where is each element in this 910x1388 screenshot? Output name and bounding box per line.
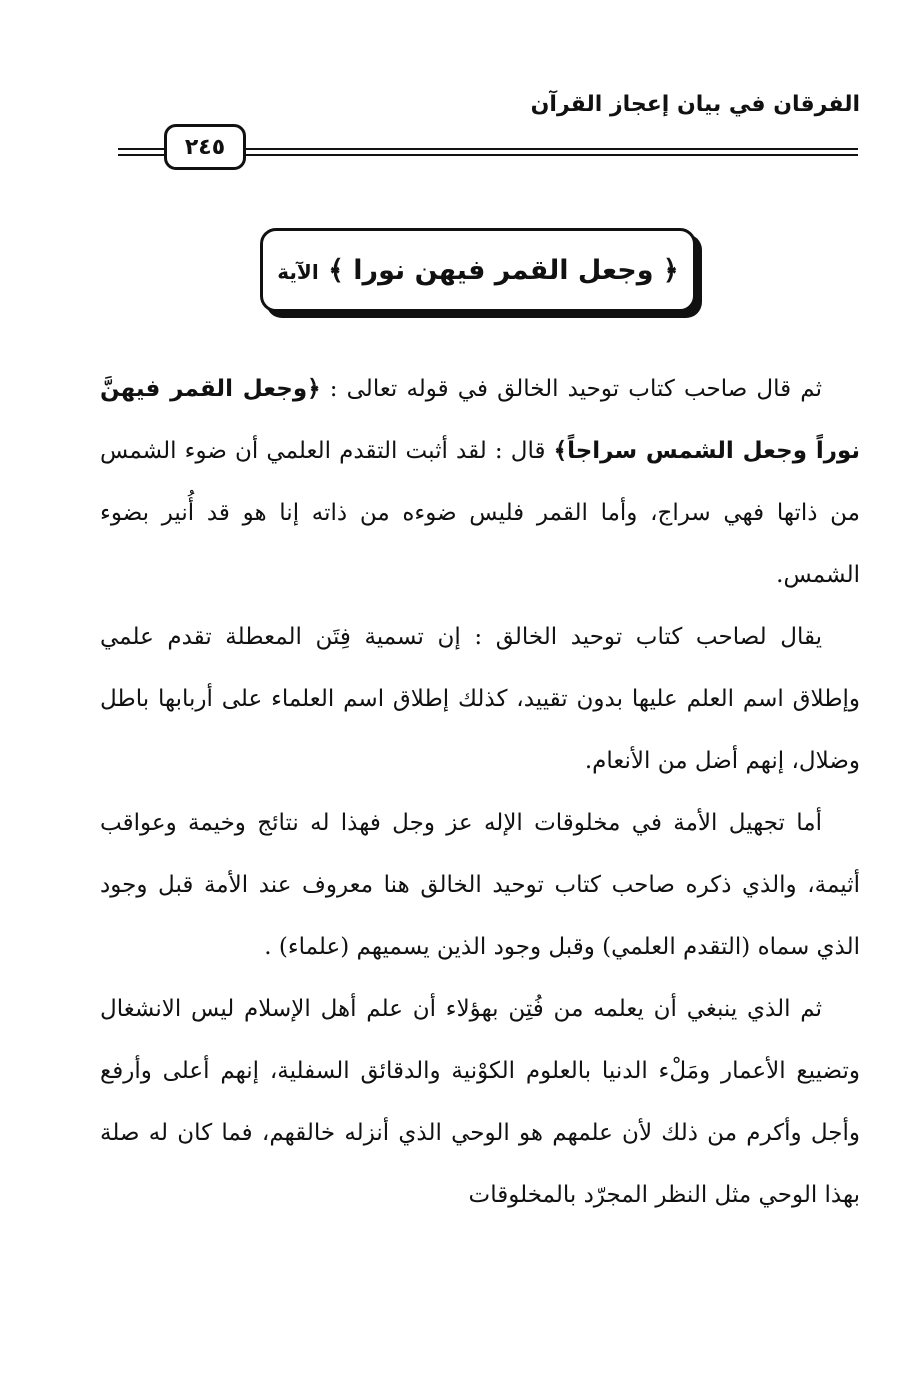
paragraph-2: يقال لصاحب كتاب توحيد الخالق : إن تسمية فِتَن المعطلة تقدم علمي وإطلاق اسم العلم عليها بدون تقييد، كذلك إطلاق اسم العلماء على أربابها باطل وضلال، إنهم أضل من الأنعام. (100, 624, 860, 774)
paragraph-3: أما تجهيل الأمة في مخلوقات الإله عز وجل فهذا له نتائج وخيمة وعواقب أثيمة، والذي ذكره صاحب كتاب توحيد الخالق هنا معروف عند الأمة قبل وجود الذي سماه (التقدم العلمي) وقبل وجود الذين يسميهم (علماء) . (100, 810, 860, 960)
section-heading (277, 255, 678, 286)
quran-verse: ﴿وجعل القمر فيهنَّ نوراً وجعل الشمس سراجاً﴾ (100, 376, 860, 464)
paragraph-1-before: ثم قال صاحب كتاب توحيد الخالق في قوله تعالى : (320, 376, 822, 402)
section-heading-main: ﴿ وجعل القمر فيهن نورا ﴾ (328, 254, 679, 286)
running-title: الفرقان في بيان إعجاز القرآن (530, 92, 860, 117)
page-number-text: ٢٤٥ (184, 134, 226, 160)
paragraph-4: ثم الذي ينبغي أن يعلمه من فُتِن بهؤلاء أن علم أهل الإسلام ليس الانشغال وتضييع الأعمار ومَلْء الدنيا بالعلوم الكوْنية والدقائق السفلية، إنهم أعلى وأرفع وأجل وأكرم من ذلك لأن علمهم هو الوحي الذي أنزله خالقهم، فما كان له صلة بهذا الوحي مثل النظر المجرّد بالمخلوقات (100, 996, 860, 1208)
page-number (164, 124, 246, 170)
body-text (100, 358, 860, 1226)
paragraph-1 (100, 358, 860, 606)
section-heading-suffix: الآية (277, 259, 319, 284)
paragraph-1-after: قال : لقد أثبت التقدم العلمي أن ضوء الشمس من ذاتها فهي سراج، وأما القمر فليس ضوءه من ذاته إنا هو قد أُنير بضوء الشمس. (100, 438, 860, 588)
section-heading-box (260, 228, 696, 312)
